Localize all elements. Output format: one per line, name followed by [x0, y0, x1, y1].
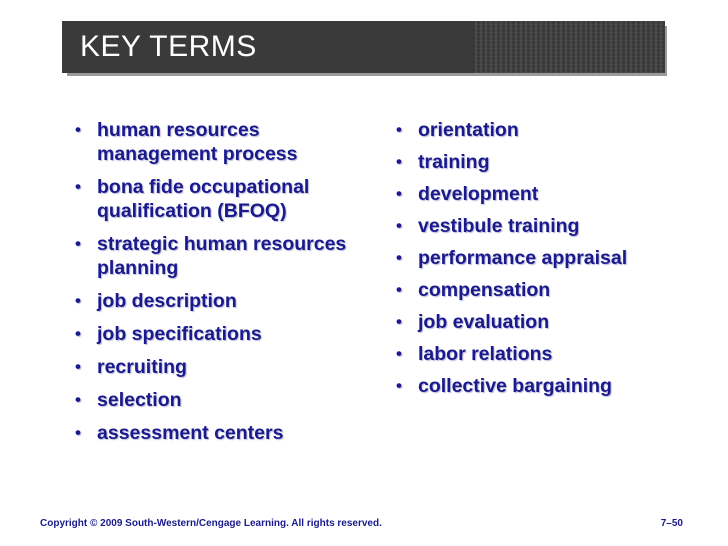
term-label: job specifications	[97, 323, 262, 345]
left-terms-list	[73, 118, 363, 454]
term-label: selection	[97, 389, 182, 411]
term-label: development	[418, 183, 539, 205]
list-item	[394, 374, 694, 398]
bullet-icon: •	[75, 291, 81, 310]
term-label: orientation	[418, 119, 519, 141]
bullet-icon: •	[396, 152, 402, 171]
bullet-icon: •	[75, 357, 81, 376]
list-item	[394, 342, 694, 366]
term-label: vestibule training	[418, 215, 580, 237]
term-label: labor relations	[418, 343, 553, 365]
bullet-icon: •	[396, 280, 402, 299]
term-label: bona fide occupational qualification (BFOQ)	[97, 176, 310, 222]
bullet-icon: •	[396, 344, 402, 363]
slide-number: 7–50	[660, 518, 683, 529]
list-item	[394, 214, 694, 238]
bullet-icon: •	[75, 324, 81, 343]
list-item	[73, 388, 363, 412]
list-item	[394, 182, 694, 206]
bullet-icon: •	[75, 120, 81, 139]
right-terms-list	[394, 118, 694, 406]
bullet-icon: •	[396, 376, 402, 395]
list-item	[73, 355, 363, 379]
list-item	[73, 289, 363, 313]
title-bar-texture	[475, 21, 665, 73]
list-item	[394, 310, 694, 334]
bullet-icon: •	[396, 184, 402, 203]
list-item	[394, 118, 694, 142]
list-item	[73, 421, 363, 445]
bullet-icon: •	[75, 423, 81, 442]
bullet-icon: •	[396, 248, 402, 267]
list-item	[73, 175, 363, 223]
term-label: job description	[97, 290, 237, 312]
list-item	[73, 232, 363, 280]
term-label: strategic human resources planning	[97, 233, 347, 279]
bullet-icon: •	[75, 390, 81, 409]
term-label: collective bargaining	[418, 375, 612, 397]
bullet-icon: •	[396, 120, 402, 139]
list-item	[73, 118, 363, 166]
bullet-icon: •	[75, 234, 81, 253]
term-label: assessment centers	[97, 422, 284, 444]
list-item	[394, 150, 694, 174]
term-label: compensation	[418, 279, 551, 301]
list-item	[73, 322, 363, 346]
term-label: recruiting	[97, 356, 187, 378]
bullet-icon: •	[396, 216, 402, 235]
copyright-notice: Copyright © 2009 South-Western/Cengage Learning. All rights reserved.	[40, 518, 382, 529]
bullet-icon: •	[75, 177, 81, 196]
term-label: job evaluation	[418, 311, 550, 333]
slide-title: KEY TERMS	[80, 30, 257, 63]
term-label: human resources management process	[97, 119, 298, 165]
term-label: training	[418, 151, 490, 173]
list-item	[394, 246, 694, 270]
title-bar	[62, 21, 665, 73]
term-label: performance appraisal	[418, 247, 628, 269]
list-item	[394, 278, 694, 302]
bullet-icon: •	[396, 312, 402, 331]
